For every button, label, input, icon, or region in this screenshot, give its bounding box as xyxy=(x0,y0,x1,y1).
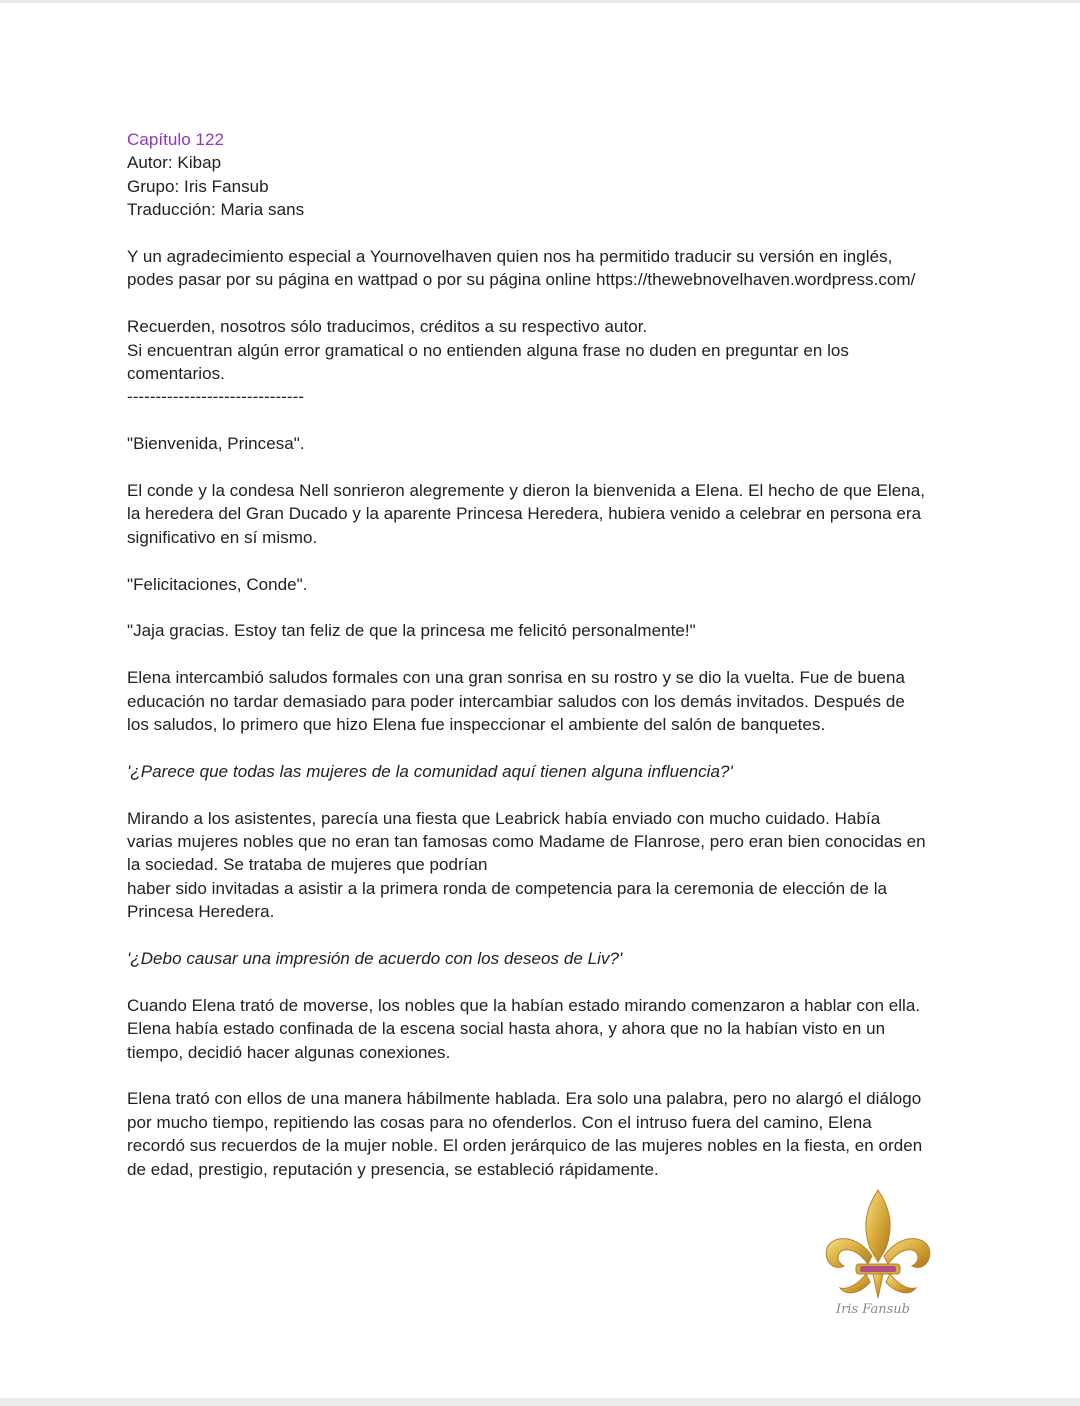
notice-line: Si encuentran algún error gramatical o no entienden alguna frase no duden en preguntar en los xyxy=(127,340,849,360)
paragraph-line: de edad, prestigio, reputación y presencia, se estableció rápidamente. xyxy=(127,1159,659,1179)
spacer xyxy=(127,924,957,947)
paragraph-line: Elena trató con ellos de una manera hábilmente hablada. Era solo una palabra, pero no alargó el diálogo xyxy=(127,1089,922,1109)
page-bottom-edge xyxy=(0,1398,1080,1406)
paragraph-line: tiempo, decidió hacer algunas conexiones. xyxy=(127,1042,451,1062)
author-line: Autor: Kibap xyxy=(127,153,222,173)
paragraph-line: la heredera del Gran Ducado y la aparente Princesa Heredera, hubiera venido a celebrar en persona era xyxy=(127,504,922,524)
spacer xyxy=(127,456,957,479)
inner-thought: '¿Debo causar una impresión de acuerdo con los deseos de Liv?' xyxy=(127,949,623,969)
spacer xyxy=(127,970,957,993)
spacer xyxy=(127,292,957,315)
notice-line: comentarios. xyxy=(127,364,225,384)
chapter-title: Capítulo 122 xyxy=(127,130,225,149)
paragraph-line: haber sido invitadas a asistir a la primera ronda de competencia para la ceremonia de elección de la xyxy=(127,878,888,898)
spacer xyxy=(127,1064,957,1087)
paragraph: "Bienvenida, Princesa". xyxy=(127,434,305,454)
paragraph-line: Princesa Heredera. xyxy=(127,902,275,922)
thanks-line: podes pasar por su página en wattpad o por su página online https://thewebnovelhaven.wordpress.com/ xyxy=(127,270,916,290)
paragraph-line: Elena intercambió saludos formales con una gran sonrisa en su rostro y se dio la vuelta. Fue de buena xyxy=(127,668,906,688)
paragraph-line: recordó sus recuerdos de la mujer noble. El orden jerárquico de las mujeres nobles en la fiesta, en orden xyxy=(127,1136,923,1156)
paragraph-line: Elena había estado confinada de la escena social hasta ahora, y ahora que no la habían visto en un xyxy=(127,1019,886,1039)
paragraph-line: Mirando a los asistentes, parecía una fiesta que Leabrick había enviado con mucho cuidado. Había xyxy=(127,808,881,828)
translation-line: Traducción: Maria sans xyxy=(127,200,305,220)
paragraph-line: educación no tardar demasiado para poder intercambiar saludos con los demás invitados. Después de xyxy=(127,691,905,711)
notice-line: Recuerden, nosotros sólo traducimos, créditos a su respectivo autor. xyxy=(127,317,648,337)
paragraph-line: los saludos, lo primero que hizo Elena fue inspeccionar el ambiente del salón de banquetes. xyxy=(127,715,826,735)
document-body xyxy=(127,128,957,1181)
thanks-line: Y un agradecimiento especial a Yournovelhaven quien nos ha permitido traducir su versión en inglés, xyxy=(127,247,893,267)
paragraph-line: significativo en sí mismo. xyxy=(127,527,318,547)
paragraph-line: por mucho tiempo, repitiendo las cosas para no ofenderlos. Con el intruso fuera del camino, Elena xyxy=(127,1112,872,1132)
separator-line: ------------------------------- xyxy=(127,387,305,407)
paragraph: "Felicitaciones, Conde". xyxy=(127,574,308,594)
spacer xyxy=(127,643,957,666)
spacer xyxy=(127,783,957,806)
spacer xyxy=(127,222,957,245)
spacer xyxy=(127,549,957,572)
paragraph-line: El conde y la condesa Nell sonrieron alegremente y dieron la bienvenida a Elena. El hecho de que Elena, xyxy=(127,481,926,501)
inner-thought: '¿Parece que todas las mujeres de la comunidad aquí tienen alguna influencia?' xyxy=(127,761,733,781)
page-top-edge xyxy=(0,0,1080,3)
paragraph-line: varias mujeres nobles que no eran tan famosas como Madame de Flanrose, pero eran bien conocidas en xyxy=(127,832,926,852)
logo-caption: Iris Fansub xyxy=(836,1302,910,1317)
paragraph: "Jaja gracias. Estoy tan feliz de que la princesa me felicitó personalmente!" xyxy=(127,621,696,641)
paragraph-line: la sociedad. Se trataba de mujeres que podrían xyxy=(127,855,488,875)
spacer xyxy=(127,736,957,759)
group-line: Grupo: Iris Fansub xyxy=(127,176,269,196)
spacer xyxy=(127,409,957,432)
paragraph-line: Cuando Elena trató de moverse, los nobles que la habían estado mirando comenzaron a hablar con ella. xyxy=(127,995,921,1015)
spacer xyxy=(127,596,957,619)
